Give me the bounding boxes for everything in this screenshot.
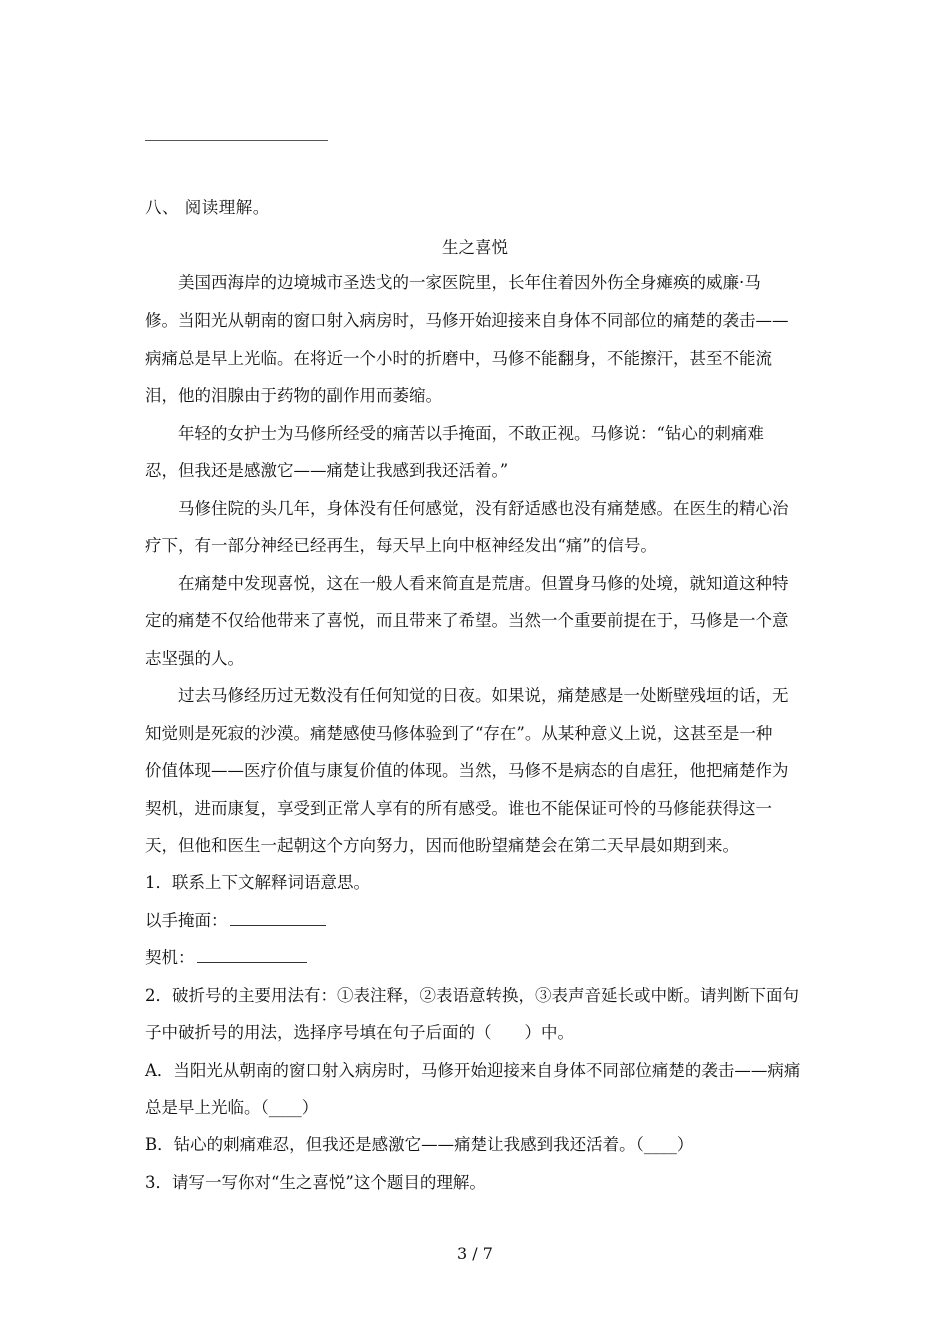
passage-line: 在痛楚中发现喜悦，这在一般人看来简直是荒唐。但置身马修的处境，就知道这种特 [178, 574, 789, 593]
question-1: 1．联系上下文解释词语意思。 [145, 873, 370, 892]
passage-line: 马修住院的头几年，身体没有任何感觉，没有舒适感也没有痛楚感。在医生的精心治 [178, 499, 789, 518]
answer-blank[interactable] [230, 911, 326, 926]
passage-line: 修。当阳光从朝南的窗口射入病房时，马修开始迎接来自身体不同部位的痛楚的袭击—— [145, 311, 789, 330]
question-2-cont: 子中破折号的用法，选择序号填在句子后面的（ ）中。 [145, 1023, 574, 1042]
section-heading: 八、 阅读理解。 [145, 198, 270, 217]
passage-line: 泪，他的泪腺由于药物的副作用而萎缩。 [145, 386, 442, 405]
answer-blank[interactable] [197, 948, 307, 963]
question-2: 2．破折号的主要用法有：①表注释，②表语意转换，③表声音延长或中断。请判断下面句 [145, 986, 799, 1005]
passage-line: 定的痛楚不仅给他带来了喜悦，而且带来了希望。当然一个重要前提在于，马修是一个意 [145, 611, 789, 630]
question-1-item-b [145, 948, 810, 968]
passage-line: 过去马修经历过无数没有任何知觉的日夜。如果说，痛楚感是一处断壁残垣的话，无 [178, 686, 789, 705]
passage-line: 疗下，有一部分神经已经再生，每天早上向中枢神经发出“痛”的信号。 [145, 536, 657, 555]
question-3: 3．请写一写你对“生之喜悦”这个题目的理解。 [145, 1173, 486, 1192]
answer-line [145, 140, 328, 141]
passage-line: 病痛总是早上光临。在将近一个小时的折磨中，马修不能翻身，不能擦汗，甚至不能流 [145, 349, 772, 368]
passage-title: 生之喜悦 [442, 238, 508, 257]
question-2-item-a-cont: 总是早上光临。（____） [145, 1098, 319, 1117]
passage-line: 知觉则是死寂的沙漠。痛楚感使马修体验到了“存在”。从某种意义上说，这甚至是一种 [145, 724, 773, 743]
question-2-item-b: B．钻心的刺痛难忍，但我还是感激它——痛楚让我感到我还活着。（____） [145, 1135, 694, 1154]
passage-line: 契机，进而康复，享受到正常人享有的所有感受。谁也不能保证可怜的马修能获得这一 [145, 799, 772, 818]
passage-line: 志坚强的人。 [145, 649, 244, 668]
passage-line: 价值体现——医疗价值与康复价值的体现。当然，马修不是病态的自虐狂，他把痛楚作为 [145, 761, 789, 780]
passage-line: 年轻的女护士为马修所经受的痛苦以手掩面，不敢正视。马修说：“钻心的刺痛难 [178, 424, 764, 443]
question-1-item-b-label: 契机： [145, 948, 195, 967]
passage-line: 忍，但我还是感激它——痛楚让我感到我还活着。” [145, 461, 509, 480]
question-1-item-a-label: 以手掩面： [145, 911, 228, 930]
question-2-item-a: A．当阳光从朝南的窗口射入病房时，马修开始迎接来自身体不同部位痛楚的袭击——病痛 [145, 1061, 801, 1080]
page-number: 3 / 7 [457, 1244, 493, 1263]
passage-line: 美国西海岸的边境城市圣迭戈的一家医院里，长年住着因外伤全身瘫痪的威廉·马 [178, 273, 761, 292]
passage-line: 天，但他和医生一起朝这个方向努力，因而他盼望痛楚会在第二天早晨如期到来。 [145, 836, 739, 855]
question-1-item-a [145, 911, 810, 931]
